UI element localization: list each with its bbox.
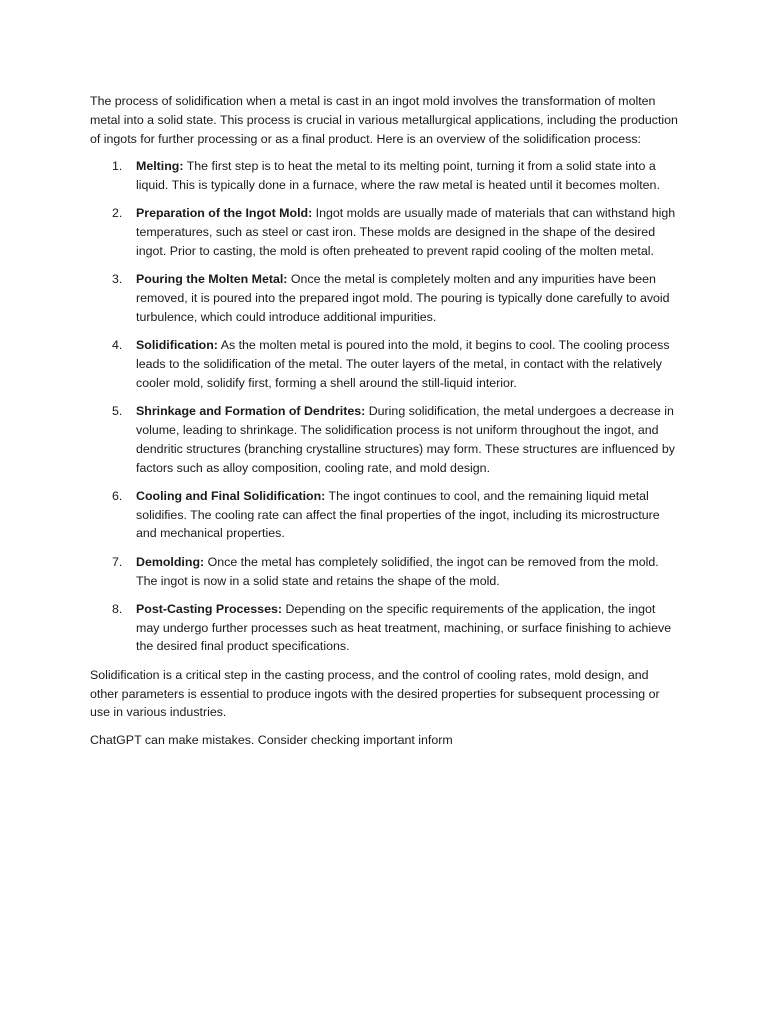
list-item — [90, 270, 680, 326]
step-text: The ingot continues to cool, and the remaining liquid metal solidifies. The cooling rate can affect the final properties of the ingot, including its microstructure and mechanical properties. — [136, 488, 660, 541]
step-number: 4. — [112, 338, 123, 353]
step-text: Once the metal is completely molten and any impurities have been removed, it is poured into the prepared ingot mold. The pouring is typically done carefully to avoid turbulence, which could introduce additional impurities. — [136, 272, 670, 324]
step-text: The first step is to heat the metal to its melting point, turning it from a solid state into a liquid. This is typically done in a furnace, where the raw metal is heated until it becomes molten. — [136, 159, 660, 193]
step-number: 3. — [112, 272, 123, 287]
step-number: 7. — [112, 554, 123, 569]
step-title: Solidification: — [136, 338, 218, 353]
steps-list — [90, 157, 680, 656]
document-page — [90, 92, 680, 750]
list-item — [90, 402, 680, 477]
step-number: 1. — [112, 159, 123, 174]
list-item — [90, 336, 680, 392]
disclaimer-text: ChatGPT can make mistakes. Consider checking important inform — [90, 733, 453, 748]
step-title: Preparation of the Ingot Mold: — [136, 206, 313, 221]
step-text: Depending on the specific requirements of the application, the ingot may undergo further processes such as heat treatment, machining, or surface finishing to achieve the desired final product specifications. — [136, 601, 672, 654]
list-item — [90, 600, 680, 656]
step-text: As the molten metal is poured into the mold, it begins to cool. The cooling process leads to the solidification of the metal. The outer layers of the metal, in contact with the relatively cooler mold, solidify first, forming a shell around the still-liquid interior. — [136, 338, 670, 390]
step-title: Melting: — [136, 159, 184, 174]
list-item — [90, 487, 680, 543]
step-title: Pouring the Molten Metal: — [136, 272, 288, 287]
list-item — [90, 204, 680, 260]
step-title: Shrinkage and Formation of Dendrites: — [136, 404, 366, 419]
step-title: Cooling and Final Solidification: — [136, 488, 326, 503]
step-number: 6. — [112, 488, 123, 503]
step-number: 8. — [112, 601, 123, 616]
list-item — [90, 157, 680, 195]
step-title: Post-Casting Processes: — [136, 601, 282, 616]
step-text: During solidification, the metal undergoes a decrease in volume, leading to shrinkage. The solidification process is not uniform throughout the ingot, and dendritic structures (branching crystalline structures) may form. These structures are influenced by factors such as alloy composition, cooling rate, and mold design. — [136, 404, 675, 475]
step-text: Once the metal has completely solidified, the ingot can be removed from the mold. The ingot is now in a solid state and retains the shape of the mold. — [136, 554, 659, 588]
step-number: 5. — [112, 404, 123, 419]
intro-paragraph: The process of solidification when a metal is cast in an ingot mold involves the transformation of molten metal into a solid state. This process is crucial in various metallurgical applications, including the production of ingots for further processing or as a final product. Here is an overview of the solidification process: — [90, 94, 678, 146]
step-number: 2. — [112, 206, 123, 221]
list-item — [90, 553, 680, 591]
conclusion-paragraph: Solidification is a critical step in the casting process, and the control of cooling rates, mold design, and other parameters is essential to produce ingots with the desired properties for subsequent processing or use in various industries. — [90, 667, 660, 720]
step-text: Ingot molds are usually made of materials that can withstand high temperatures, such as steel or cast iron. These molds are designed in the shape of the desired ingot. Prior to casting, the mold is often preheated to prevent rapid cooling of the molten metal. — [136, 206, 676, 259]
step-title: Demolding: — [136, 554, 205, 569]
